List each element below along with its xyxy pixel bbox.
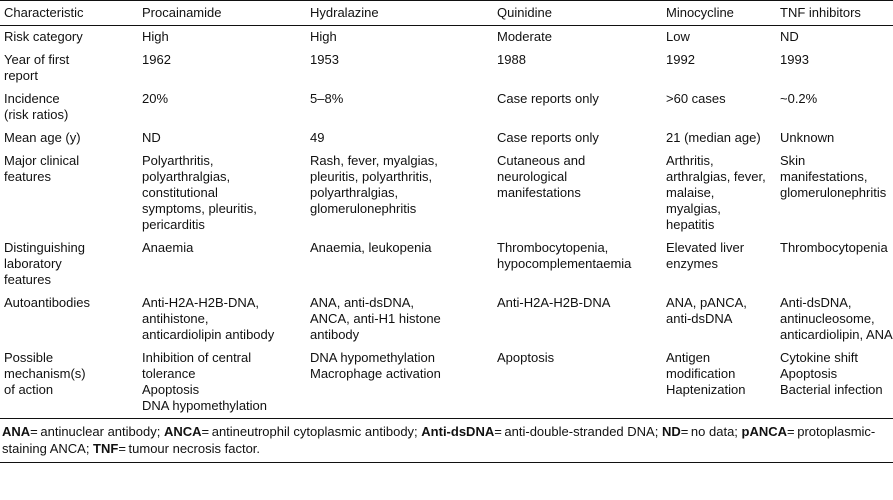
cell-line: Major clinical [4,153,80,168]
table-row [0,150,893,237]
table-cell [662,127,776,150]
cell-line: 1993 [780,52,809,67]
cell-line: antinucleosome, [780,311,875,326]
table-cell [662,347,776,419]
row-label [0,88,138,127]
table-cell [306,49,493,88]
table-cell [306,26,493,50]
cell-line: pleuritis, polyarthritis, [310,169,433,184]
cell-line: Anaemia [142,240,194,255]
cell-line: 1962 [142,52,171,67]
table-cell [776,26,893,50]
cell-line: tolerance [142,366,196,381]
header-row [0,1,893,26]
row-label [0,150,138,237]
cell-line: manifestations [497,185,581,200]
cell-line: 20% [142,91,169,106]
cell-line: ~0.2% [780,91,818,106]
cell-line: 49 [310,130,325,145]
table-cell [662,292,776,347]
footnote-definition: = tumour necrosis factor. [118,441,261,456]
cell-line: ND [780,29,799,44]
cell-line: constitutional [142,185,218,200]
cell-line: 1953 [310,52,339,67]
cell-line: Distinguishing [4,240,85,255]
table-cell [776,127,893,150]
cell-line: Incidence [4,91,60,106]
table-cell [493,150,662,237]
table-cell [306,292,493,347]
cell-line: malaise, [666,185,715,200]
cell-line: Anti-H2A-H2B-DNA, [142,295,260,310]
table-cell [138,237,306,292]
header-characteristic: Characteristic [4,5,84,20]
row-label [0,347,138,419]
table-cell [776,49,893,88]
table-cell [662,237,776,292]
cell-line: Antigen [666,350,711,365]
cell-line: Inhibition of central [142,350,252,365]
table-cell [138,49,306,88]
footnote-term: ND [661,424,681,439]
cell-line: 5–8% [310,91,344,106]
cell-line: Thrombocytopenia [780,240,888,255]
cell-line: DNA hypomethylation [142,398,268,413]
cell-line: >60 cases [666,91,726,106]
cell-line: antibody [310,327,360,342]
cell-line: 21 (median age) [666,130,761,145]
table-cell [776,150,893,237]
cell-line: Bacterial infection [780,382,883,397]
cell-line: glomerulonephritis [310,201,417,216]
table-cell [306,347,493,419]
row-label [0,49,138,88]
table-cell [493,49,662,88]
cell-line: anti-dsDNA [666,311,733,326]
footnote-term: pANCA [741,424,788,439]
cell-line: Apoptosis [497,350,555,365]
cell-line: glomerulonephritis [780,185,887,200]
cell-line: Anti-H2A-H2B-DNA [497,295,611,310]
header-hydralazine: Hydralazine [310,5,379,20]
cell-line: hypocomplementaemia [497,256,632,271]
footnote-definition: = protoplasmic-staining ANCA; [2,424,876,456]
cell-line: High [310,29,337,44]
cell-line: ANCA, anti-H1 histone [310,311,441,326]
table-cell [138,347,306,419]
table-row [0,237,893,292]
cell-line: Anti-dsDNA, [780,295,852,310]
cell-line: anticardiolipin antibody [142,327,275,342]
cell-line: Case reports only [497,130,599,145]
cell-line: Haptenization [666,382,746,397]
table-row [0,127,893,150]
footnote-definition: = anti-double-stranded DNA; [494,424,662,439]
cell-line: features [4,169,51,184]
footnote-term: Anti-dsDNA [421,424,495,439]
header-procainamide: Procainamide [142,5,222,20]
cell-line: manifestations, [780,169,868,184]
cell-line: Low [666,29,690,44]
cell-line: Elevated liver [666,240,745,255]
table-cell [776,292,893,347]
footnote-definition: = no data; [680,424,742,439]
cell-line: modification [666,366,736,381]
table-cell [138,88,306,127]
table-cell [493,26,662,50]
cell-line: 1992 [666,52,695,67]
table-row [0,347,893,419]
row-label [0,292,138,347]
table-cell [493,292,662,347]
table-cell [306,150,493,237]
footnote-term: ANA [2,424,31,439]
table-cell [138,150,306,237]
cell-line: 1988 [497,52,526,67]
cell-line: DNA hypomethylation [310,350,436,365]
table-cell [138,292,306,347]
cell-line: hepatitis [666,217,715,232]
table-cell [662,26,776,50]
cell-line: enzymes [666,256,719,271]
cell-line: Skin [780,153,806,168]
row-label [0,237,138,292]
cell-line: Rash, fever, myalgias, [310,153,438,168]
cell-line: ANA, pANCA, [666,295,747,310]
cell-line: pericarditis [142,217,205,232]
cell-line: Thrombocytopenia, [497,240,609,255]
cell-line: neurological [497,169,568,184]
table-cell [493,127,662,150]
table-cell [662,49,776,88]
footnote-term: TNF [93,441,119,456]
cell-line: ND [142,130,161,145]
cell-line: mechanism(s) [4,366,86,381]
cell-line: Arthritis, [666,153,714,168]
cell-line: Apoptosis [142,382,200,397]
table-cell [662,150,776,237]
cell-line: features [4,272,51,287]
footnote-definition: = antineutrophil cytoplasmic antibody; [201,424,422,439]
table-cell [776,237,893,292]
cell-line: report [4,68,38,83]
row-label [0,26,138,50]
cell-line: Polyarthritis, [142,153,214,168]
table-row [0,49,893,88]
table-cell [493,237,662,292]
cell-line: Apoptosis [780,366,838,381]
cell-line: Mean age (y) [4,130,81,145]
cell-line: polyarthralgias, [310,185,399,200]
cell-line: laboratory [4,256,62,271]
cell-line: High [142,29,169,44]
header-quinidine: Quinidine [497,5,552,20]
table-cell [776,88,893,127]
header-tnf-inhibitors: TNF inhibitors [780,5,861,20]
cell-line: polyarthralgias, [142,169,231,184]
cell-line: ANA, anti-dsDNA, [310,295,415,310]
table-row [0,26,893,50]
cell-line: Moderate [497,29,552,44]
table-cell [306,88,493,127]
cell-line: Cutaneous and [497,153,586,168]
cell-line: Autoantibodies [4,295,91,310]
footnote-term: ANCA [163,424,202,439]
cell-line: arthralgias, fever, [666,169,766,184]
table-cell [306,237,493,292]
table-cell [138,26,306,50]
cell-line: antihistone, [142,311,209,326]
cell-line: of action [4,382,54,397]
cell-line: Anaemia, leukopenia [310,240,432,255]
header-minocycline: Minocycline [666,5,734,20]
table-cell [306,127,493,150]
row-label [0,127,138,150]
cell-line: Risk category [4,29,83,44]
table-cell [493,347,662,419]
footnote-definition: = antinuclear antibody; [30,424,164,439]
table-row [0,292,893,347]
cell-line: anticardiolipin, ANA [780,327,893,342]
table-cell [138,127,306,150]
cell-line: symptoms, pleuritis, [142,201,257,216]
cell-line: Cytokine shift [780,350,859,365]
cell-line: Year of first [4,52,70,67]
cell-line: myalgias, [666,201,721,216]
table-row [0,88,893,127]
cell-line: Unknown [780,130,835,145]
table-footnote [0,419,893,463]
table-cell [493,88,662,127]
table-body [0,26,893,419]
table-cell [776,347,893,419]
cell-line: (risk ratios) [4,107,69,122]
table-cell [662,88,776,127]
cell-line: Macrophage activation [310,366,441,381]
cell-line: Possible [4,350,54,365]
cell-line: Case reports only [497,91,599,106]
